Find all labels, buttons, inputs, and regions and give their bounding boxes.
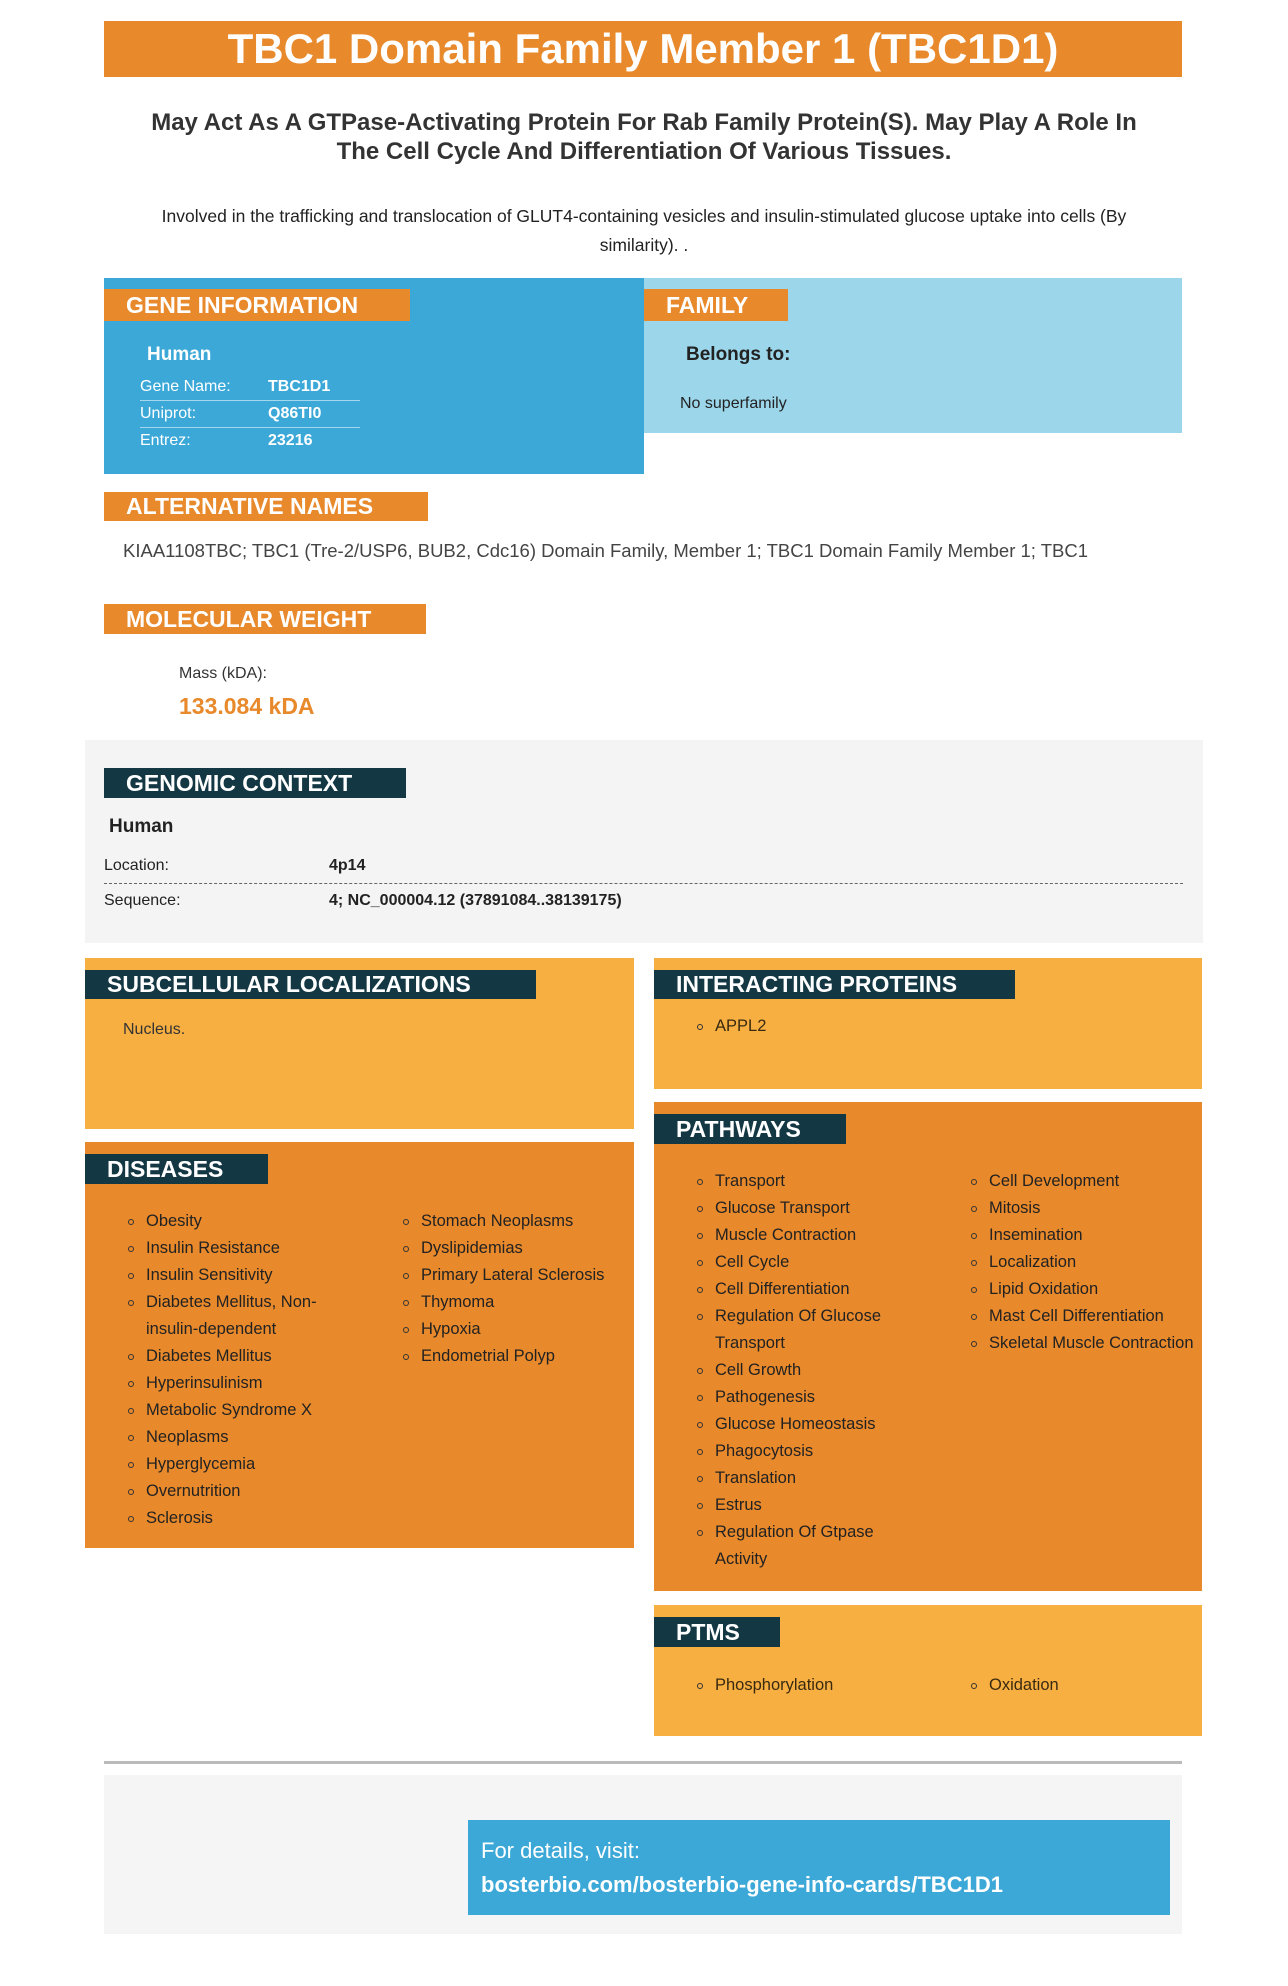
pathways-list-col2 [971,1168,1196,1357]
list-item: Mast Cell Differentiation [971,1303,1196,1330]
list-item: Insulin Resistance [128,1235,340,1262]
genomic-context-heading: GENOMIC CONTEXT [104,768,406,798]
molecular-weight-heading: MOLECULAR WEIGHT [104,604,426,634]
diseases-list-col2 [403,1208,628,1370]
list-item: Hyperinsulinism [128,1370,340,1397]
entrez-label: Entrez: [140,432,191,449]
details-url-link[interactable]: bosterbio.com/bosterbio-gene-info-cards/TBC1D1 [481,1872,1003,1897]
ptms-list-col2 [971,1672,1059,1699]
pathways-list-col1 [697,1168,927,1573]
ptms-panel [654,1605,1202,1736]
page-subtitle: May Act As A GTPase-Activating Protein For Rab Family Protein(S). May Play A Role In The Cell Cycle And Differentiation Of Various Tissues. [151,109,1137,165]
entrez-value: 23216 [268,432,313,449]
gene-info-table [140,374,360,455]
sequence-row [104,888,1183,914]
list-item: Phosphorylation [697,1672,833,1699]
list-item: Cell Growth [697,1357,927,1384]
list-item: Regulation Of Gtpase Activity [697,1519,927,1573]
gene-info-row [140,401,360,428]
gene-name-value: TBC1D1 [268,378,331,395]
subcellular-panel [85,958,634,1129]
list-item: Cell Differentiation [697,1276,927,1303]
list-item: Localization [971,1249,1196,1276]
genomic-organism: Human [109,816,174,837]
list-item: Diabetes Mellitus, Non-insulin-dependent [128,1289,340,1343]
list-item: Glucose Homeostasis [697,1411,927,1438]
list-item: Cell Development [971,1168,1196,1195]
location-value: 4p14 [329,857,366,874]
sequence-value: 4; NC_000004.12 (37891084..38139175) [329,892,622,909]
pathways-heading: PATHWAYS [654,1114,846,1144]
gene-name-label: Gene Name: [140,378,231,395]
list-item: Cell Cycle [697,1249,927,1276]
page-title: TBC1 Domain Family Member 1 (TBC1D1) [104,21,1182,77]
list-item: APPL2 [697,1013,766,1040]
family-heading: FAMILY [644,289,788,321]
ptms-list-col1 [697,1672,833,1699]
list-item: Insemination [971,1222,1196,1249]
list-item: Obesity [128,1208,340,1235]
interacting-proteins-list [697,1013,766,1040]
uniprot-value: Q86TI0 [268,405,322,422]
subcellular-heading: SUBCELLULAR LOCALIZATIONS [85,970,536,999]
family-belongs-label: Belongs to: [686,344,791,365]
list-item: Phagocytosis [697,1438,927,1465]
pathways-panel [654,1102,1202,1591]
interacting-proteins-heading: INTERACTING PROTEINS [654,970,1015,999]
genomic-divider [104,883,1183,884]
diseases-heading: DISEASES [85,1154,268,1184]
list-item: Insulin Sensitivity [128,1262,340,1289]
location-label: Location: [104,857,169,874]
list-item: Neoplasms [128,1424,340,1451]
details-label: For details, visit: [481,1838,640,1863]
list-item: Thymoma [403,1289,628,1316]
list-item: Oxidation [971,1672,1059,1699]
list-item: Lipid Oxidation [971,1276,1196,1303]
list-item: Dyslipidemias [403,1235,628,1262]
list-item: Translation [697,1465,927,1492]
alternative-names-heading: ALTERNATIVE NAMES [104,492,428,521]
alternative-names-text: KIAA1108TBC; TBC1 (Tre-2/USP6, BUB2, Cdc16) Domain Family, Member 1; TBC1 Domain Family Member 1; TBC1 [123,540,1089,561]
mass-value: 133.084 kDA [179,693,315,719]
list-item: Estrus [697,1492,927,1519]
ptms-heading: PTMS [654,1617,780,1647]
family-value: No superfamily [680,395,787,412]
gene-information-heading: GENE INFORMATION [104,289,410,321]
list-item: Stomach Neoplasms [403,1208,628,1235]
list-item: Muscle Contraction [697,1222,927,1249]
uniprot-label: Uniprot: [140,405,197,422]
list-item: Pathogenesis [697,1384,927,1411]
mass-label: Mass (kDA): [179,665,267,682]
gene-info-row [140,374,360,401]
list-item: Regulation Of Glucose Transport [697,1303,927,1357]
list-item: Sclerosis [128,1505,340,1532]
list-item: Mitosis [971,1195,1196,1222]
list-item: Primary Lateral Sclerosis [403,1262,628,1289]
gene-organism: Human [147,344,212,365]
list-item: Hypoxia [403,1316,628,1343]
list-item: Endometrial Polyp [403,1343,628,1370]
list-item: Glucose Transport [697,1195,927,1222]
footer-divider [104,1761,1182,1764]
details-link-box[interactable] [468,1820,1170,1915]
list-item: Transport [697,1168,927,1195]
genomic-context-panel [85,740,1203,943]
diseases-list-col1 [128,1208,340,1532]
list-item: Metabolic Syndrome X [128,1397,340,1424]
gene-info-row [140,428,360,455]
list-item: Diabetes Mellitus [128,1343,340,1370]
diseases-panel [85,1142,634,1548]
subcellular-text: Nucleus. [123,1021,186,1038]
location-row [104,853,1183,879]
interacting-proteins-panel [654,958,1202,1089]
function-summary: Involved in the trafficking and translocation of GLUT4-containing vesicles and insulin-stimulated glucose uptake into cells (By similarity). . [161,206,1127,255]
sequence-label: Sequence: [104,892,181,909]
list-item: Hyperglycemia [128,1451,340,1478]
list-item: Skeletal Muscle Contraction [971,1330,1196,1357]
list-item: Overnutrition [128,1478,340,1505]
